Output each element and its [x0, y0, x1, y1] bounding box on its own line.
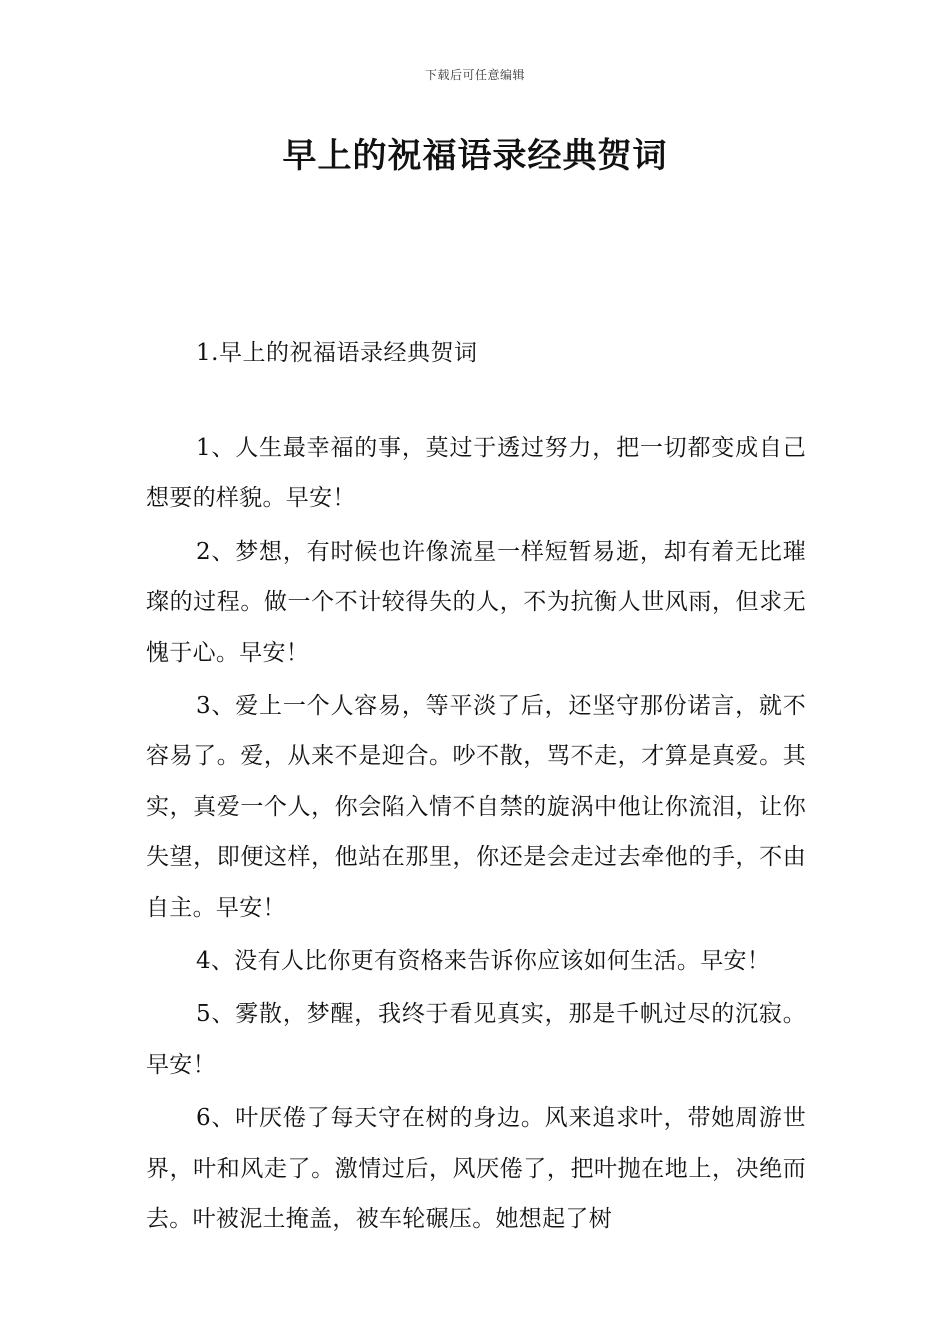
document-title: 早上的祝福语录经典贺词	[282, 136, 668, 176]
section-heading: 1.早上的祝福语录经典贺词	[196, 340, 478, 366]
header-note: 下载后可任意编辑	[424, 68, 525, 82]
paragraph: 1、人生最幸福的事，莫过于透过努力，把一切都变成自己想要的样貌。早安！	[146, 435, 806, 512]
paragraph: 2、梦想，有时候也许像流星一样短暂易逝，却有着无比璀璨的过程。做一个不计较得失的人，不为抗衡人世风雨，但求无愧于心。早安！	[146, 538, 806, 666]
paragraph: 4、没有人比你更有资格来告诉你应该如何生活。早安！	[196, 948, 771, 975]
paragraph: 6、叶厌倦了每天守在树的身边。风来追求叶，带她周游世界，叶和风走了。激情过后，风厌倦了，把叶抛在地上，决绝而去。叶被泥土掩盖，被车轮碾压。她想起了树	[146, 1105, 806, 1233]
paragraph: 5、雾散，梦醒，我终于看见真实，那是千帆过尽的沉寂。早安！	[146, 1001, 806, 1078]
document-body	[146, 423, 806, 1248]
paragraph: 3、爱上一个人容易，等平淡了后，还坚守那份诺言，就不容易了。爱，从来不是迎合。吵不散，骂不走，才算是真爱。其实，真爱一个人，你会陷入情不自禁的旋涡中他让你流泪，让你失望，即便这样，他站在那里，你还是会走过去牵他的手，不由自主。早安！	[146, 693, 806, 921]
